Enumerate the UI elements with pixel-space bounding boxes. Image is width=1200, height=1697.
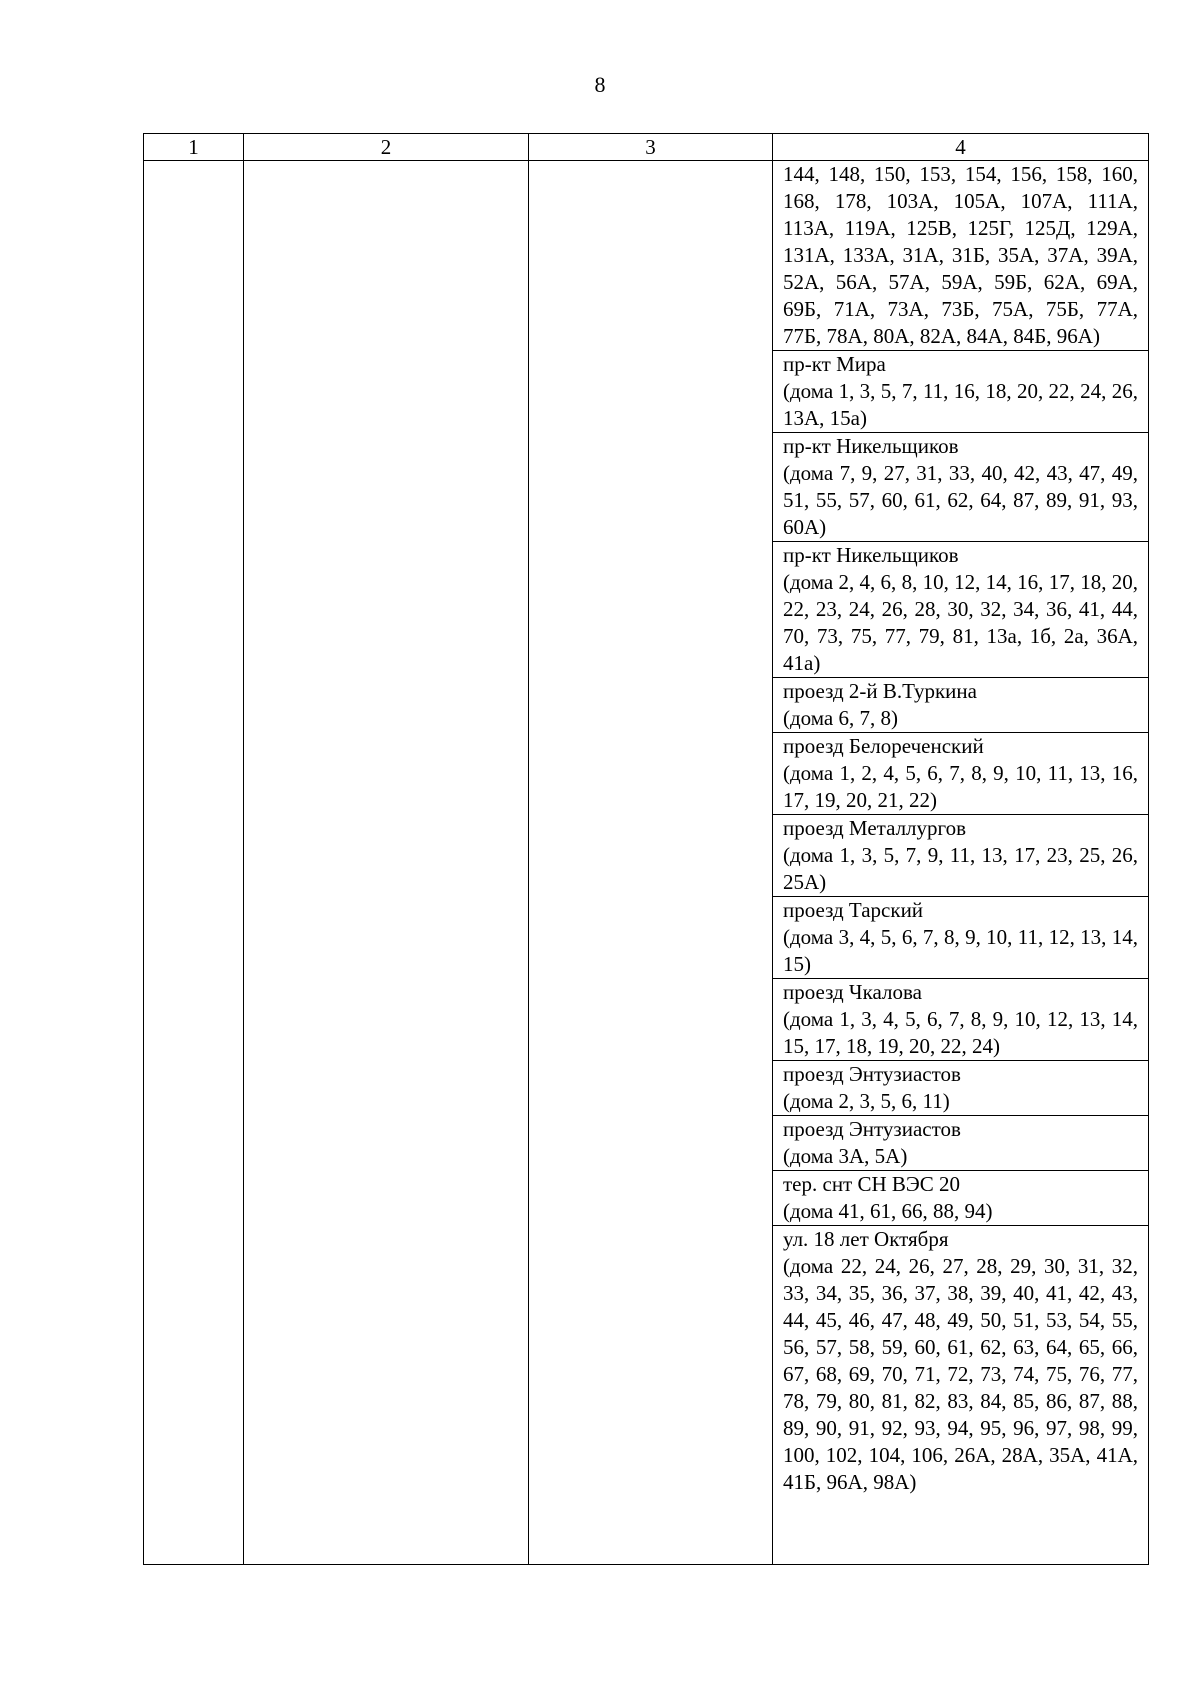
street-name: ул. 18 лет Октября [783,1227,949,1251]
column-header-2: 2 [244,134,529,161]
address-entry [773,678,1148,733]
house-numbers: (дома 3А, 5А) [783,1144,908,1168]
address-entry [773,979,1148,1061]
address-entry [773,351,1148,433]
column-header-3: 3 [529,134,773,161]
street-name: пр-кт Никельщиков [783,543,959,567]
address-entry [773,1226,1148,1496]
house-numbers: (дома 2, 4, 6, 8, 10, 12, 14, 16, 17, 18, 20, 22, 23, 24, 26, 28, 30, 32, 34, 36, 41, 44, 70, 73, 75, 77, 79, 81, 13а, 1б, 2а, 36А, 41а) [783,570,1138,675]
column-4-cell [773,161,1149,1565]
column-2-cell [244,161,529,1565]
house-numbers: (дома 1, 2, 4, 5, 6, 7, 8, 9, 10, 11, 13, 16, 17, 19, 20, 21, 22) [783,761,1138,812]
house-numbers: (дома 3, 4, 5, 6, 7, 8, 9, 10, 11, 12, 13, 14, 15) [783,925,1138,976]
address-entry [773,733,1148,815]
column-header-1: 1 [144,134,244,161]
street-name: проезд Белореченский [783,734,984,758]
street-name: проезд Тарский [783,898,924,922]
address-entry [773,542,1148,678]
address-list [773,351,1148,1496]
addresses-table [143,133,1149,1565]
street-name: проезд Энтузиастов [783,1117,961,1141]
house-numbers: (дома 7, 9, 27, 31, 33, 40, 42, 43, 47, 49, 51, 55, 57, 60, 61, 62, 64, 87, 89, 91, 93, 60А) [783,461,1138,539]
address-entry [773,1061,1148,1116]
table-body-row [144,161,1149,1565]
house-numbers: (дома 1, 3, 4, 5, 6, 7, 8, 9, 10, 12, 13, 14, 15, 17, 18, 19, 20, 22, 24) [783,1007,1138,1058]
street-name: проезд 2-й В.Туркина [783,679,977,703]
street-name: пр-кт Мира [783,352,886,376]
column-header-4: 4 [773,134,1149,161]
street-name: пр-кт Никельщиков [783,434,959,458]
page-number: 8 [594,72,606,97]
column-3-cell [529,161,773,1565]
street-name: тер. снт СН ВЭС 20 [783,1172,961,1196]
column-1-cell [144,161,244,1565]
address-entry [773,1171,1148,1226]
house-numbers: (дома 22, 24, 26, 27, 28, 29, 30, 31, 32, 33, 34, 35, 36, 37, 38, 39, 40, 41, 42, 43, 44, 45, 46, 47, 48, 49, 50, 51, 53, 54, 55, 56, 57, 58, 59, 60, 61, 62, 63, 64, 65, 66, 67, 68, 69, 70, 71, 72, 73, 74, 75, 76, 77, 78, 79, 80, 81, 82, 83, 84, 85, 86, 87, 88, 89, 90, 91, 92, 93, 94, 95, 96, 97, 98, 99, 100, 102, 104, 106, 26А, 28А, 35А, 41А, 41Б, 96А, 98А) [783,1254,1138,1494]
house-numbers: (дома 1, 3, 5, 7, 11, 16, 18, 20, 22, 24, 26, 13А, 15а) [783,379,1138,430]
address-entry [773,897,1148,979]
street-name: проезд Металлургов [783,816,967,840]
address-entry [773,1116,1148,1171]
street-name: проезд Энтузиастов [783,1062,961,1086]
table-header-row [144,134,1149,161]
continuation-houses: 144, 148, 150, 153, 154, 156, 158, 160, 168, 178, 103А, 105А, 107А, 111А, 113А, 119А, 125В, 125Г, 125Д, 129А, 131А, 133А, 31А, 31Б, 35А, 37А, 39А, 52А, 56А, 57А, 59А, 59Б, 62А, 69А, 69Б, 71А, 73А, 73Б, 75А, 75Б, 77А, 77Б, 78А, 80А, 82А, 84А, 84Б, 96А) [773,161,1148,351]
street-name: проезд Чкалова [783,980,922,1004]
address-entry [773,433,1148,542]
address-entry [773,815,1148,897]
house-numbers: (дома 6, 7, 8) [783,706,898,730]
house-numbers: (дома 2, 3, 5, 6, 11) [783,1089,950,1113]
house-numbers: (дома 1, 3, 5, 7, 9, 11, 13, 17, 23, 25, 26, 25А) [783,843,1138,894]
house-numbers: (дома 41, 61, 66, 88, 94) [783,1199,993,1223]
